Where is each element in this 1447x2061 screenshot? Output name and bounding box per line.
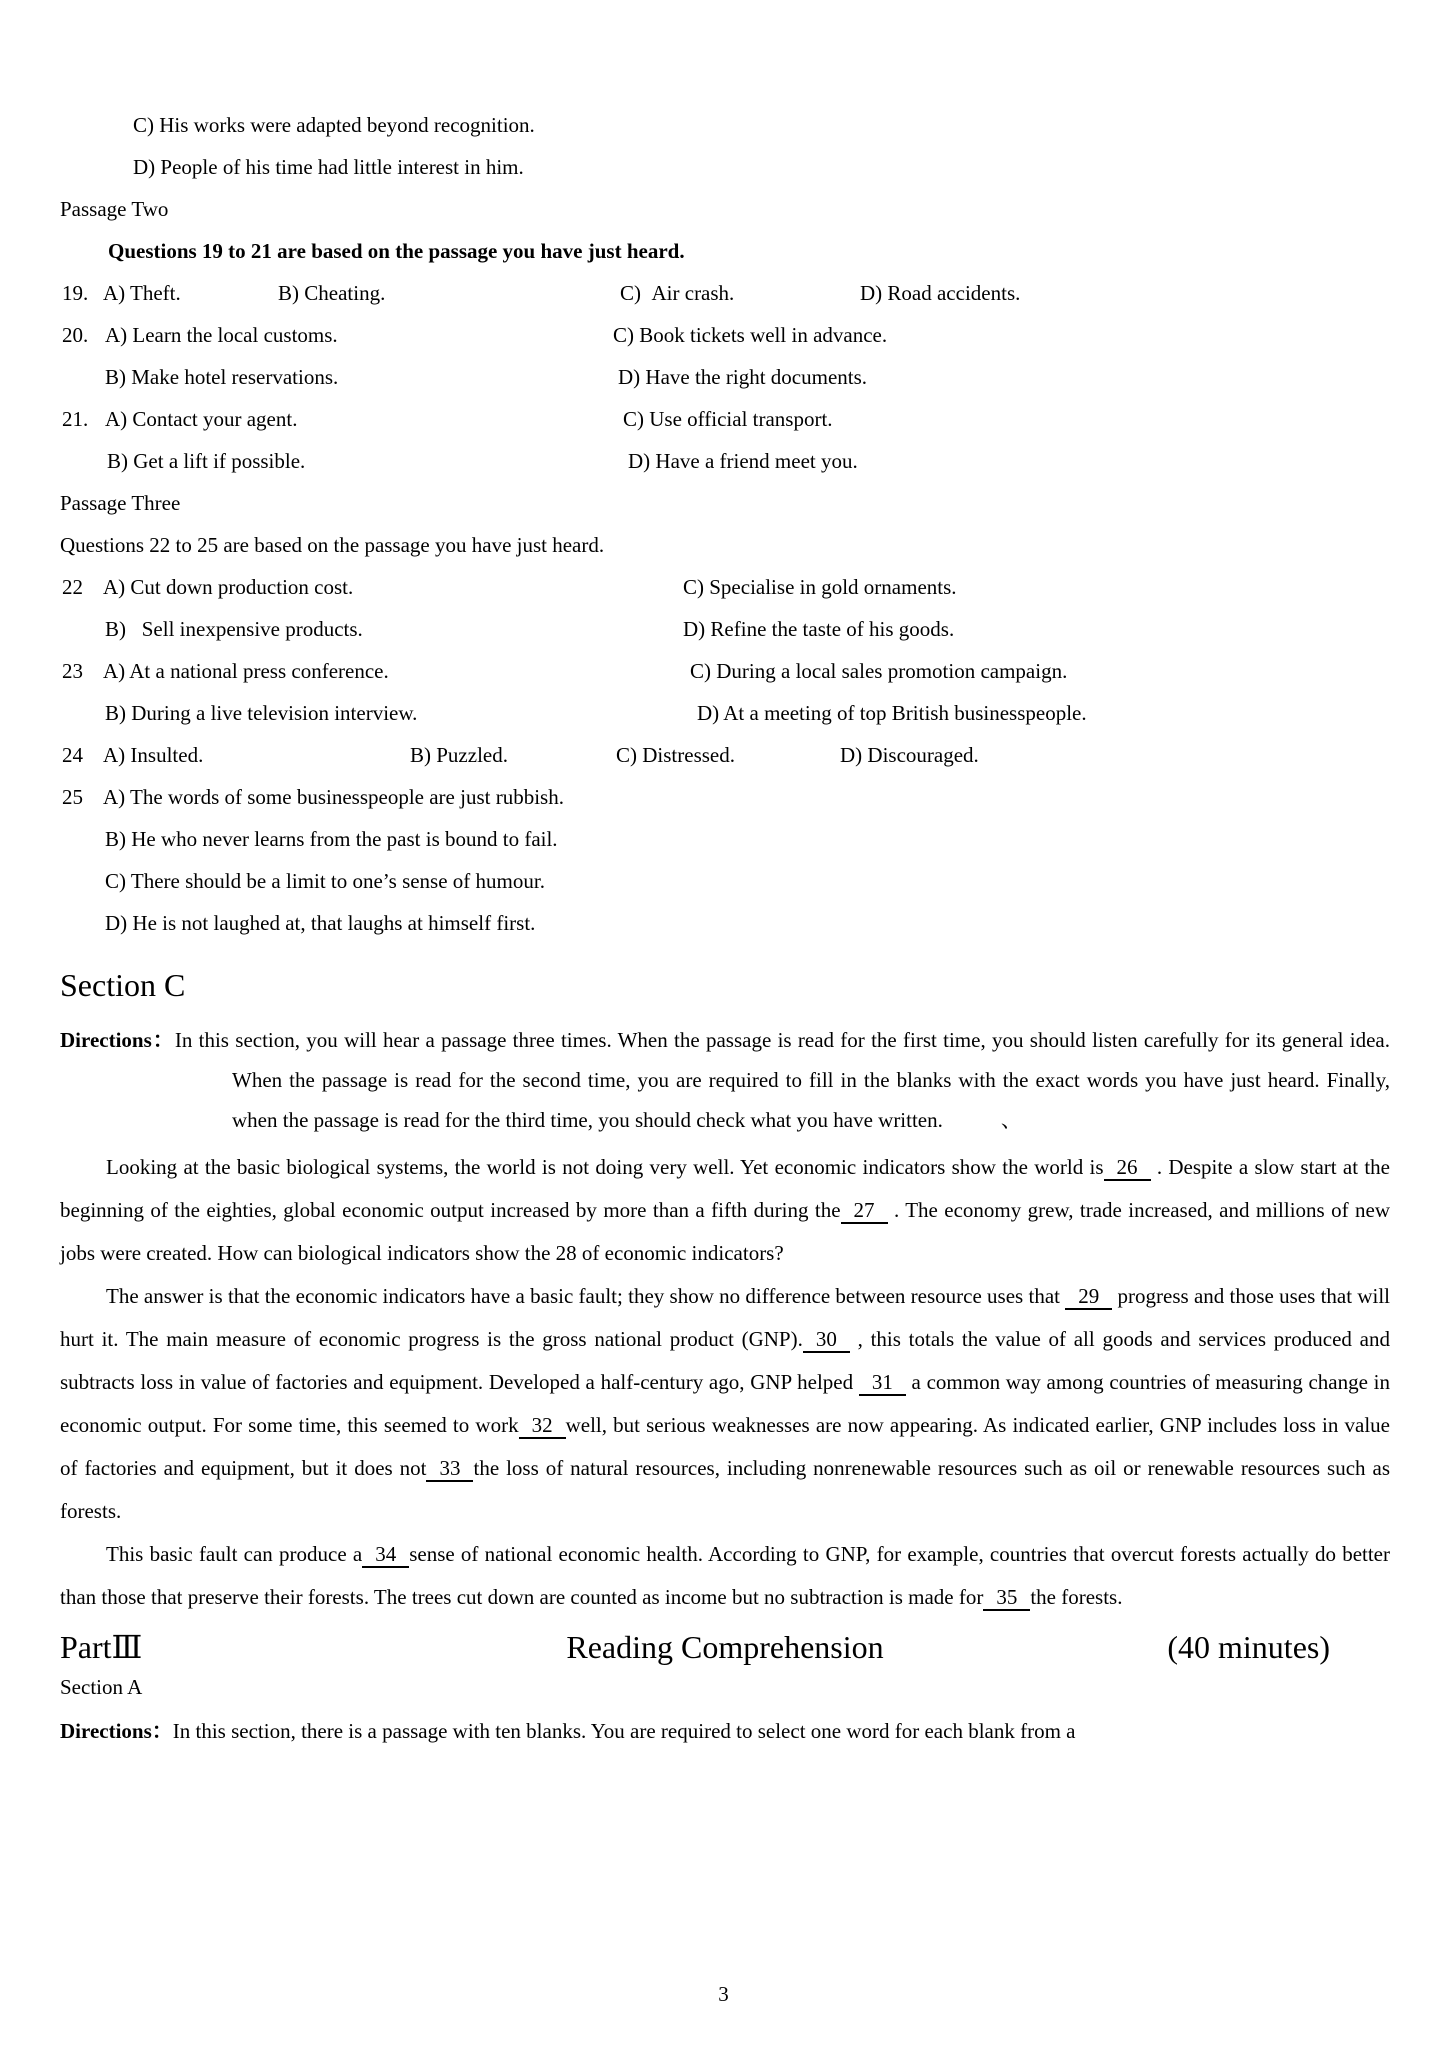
question-19-option-d: D) Road accidents. bbox=[860, 281, 1021, 305]
question-row-20-bd bbox=[60, 356, 1390, 398]
questions-19-21-intro: Questions 19 to 21 are based on the passage you have just heard. bbox=[108, 239, 685, 263]
question-25-option-d: D) He is not laughed at, that laughs at himself first. bbox=[105, 911, 536, 935]
passage-paragraph-2 bbox=[60, 1275, 1390, 1533]
passage-text: well, but serious weaknesses are now appearing. As indicated earlier, GNP includes loss in value of factories and equipment, but it does not bbox=[60, 1413, 1390, 1480]
section-a-directions-text: In this section, there is a passage with ten blanks. You are required to select one word for each blank from a bbox=[172, 1719, 1076, 1743]
passage-three bbox=[60, 482, 1390, 524]
passage-text: . Despite a slow start at the beginning of the eighties, global economic output increased by more than a fifth during the bbox=[60, 1155, 1391, 1222]
blank-30: 30 bbox=[803, 1327, 850, 1353]
question-21-number: 21. bbox=[62, 407, 89, 431]
question-21-option-a: A) Contact your agent. bbox=[105, 407, 298, 431]
question-22-option-a: A) Cut down production cost. bbox=[103, 575, 354, 599]
question-18-option-d: D) People of his time had little interest in him. bbox=[133, 155, 524, 179]
blank-29: 29 bbox=[1065, 1284, 1112, 1310]
section-c-directions bbox=[60, 1020, 1390, 1140]
question-23-option-c: C) During a local sales promotion campaign. bbox=[690, 659, 1068, 683]
question-21-option-b: B) Get a lift if possible. bbox=[107, 449, 306, 473]
question-21-option-d: D) Have a friend meet you. bbox=[628, 449, 858, 473]
question-23-option-b: B) During a live television interview. bbox=[105, 701, 418, 725]
question-18-options-d bbox=[60, 146, 1390, 188]
blank-31: 31 bbox=[859, 1370, 906, 1396]
question-row-23-ac bbox=[60, 650, 1390, 692]
directions-label: Directions bbox=[60, 1028, 152, 1052]
questions-22-25-intro: Questions 22 to 25 are based on the passage you have just heard. bbox=[60, 533, 605, 557]
passage-two-label: Passage Two bbox=[60, 197, 169, 221]
passage-text: This basic fault can produce a bbox=[106, 1542, 363, 1566]
passage-text: Looking at the basic biological systems, the world is not doing very well. Yet economic indicators show the world is bbox=[106, 1155, 1104, 1179]
blank-34: 34 bbox=[362, 1542, 409, 1568]
question-19-option-b: B) Cheating. bbox=[278, 281, 386, 305]
blank-33: 33 bbox=[426, 1456, 473, 1482]
question-row-22-bd bbox=[60, 608, 1390, 650]
part3-time: (40 minutes) bbox=[1167, 1629, 1330, 1665]
part3-heading-row bbox=[60, 1623, 1390, 1671]
question-20-option-d: D) Have the right documents. bbox=[618, 365, 868, 389]
question-22-option-b: B) Sell inexpensive products. bbox=[105, 617, 363, 641]
question-25-option-b: B) He who never learns from the past is bound to fail. bbox=[105, 827, 558, 851]
question-22-option-d: D) Refine the taste of his goods. bbox=[683, 617, 955, 641]
question-18-options-c bbox=[60, 104, 1390, 146]
blank-35: 35 bbox=[983, 1585, 1030, 1611]
question-24-number: 24 bbox=[62, 743, 83, 767]
question-row-22-ac bbox=[60, 566, 1390, 608]
blank-27: 27 bbox=[841, 1198, 888, 1224]
question-23-number: 23 bbox=[62, 659, 83, 683]
questions-19-21-intro-line bbox=[60, 230, 1390, 272]
question-row-19 bbox=[60, 272, 1390, 314]
question-19-number: 19. bbox=[62, 281, 89, 305]
question-row-25-a bbox=[60, 776, 1390, 818]
passage-two bbox=[60, 188, 1390, 230]
passage-text: sense of national economic health. According to GNP, for example, countries that overcut forests actually do better than those that preserve their forests. The trees cut down are counted as income but no subtraction is made for bbox=[60, 1542, 1390, 1609]
pause-mark: 、 bbox=[1000, 1108, 1022, 1132]
passage-text: progress and those uses that will hurt it. The main measure of economic progress is the gross national product (GNP). bbox=[60, 1284, 1391, 1351]
question-25-option-a: A) The words of some businesspeople are just rubbish. bbox=[103, 785, 564, 809]
question-20-number: 20. bbox=[62, 323, 89, 347]
section-c-passage bbox=[60, 1146, 1390, 1619]
section-c-directions-text: In this section, you will hear a passage three times. When the passage is read for the first time, you should listen carefully for its general idea. When the passage is read for the second time, you are required to fill in the blanks with the exact words you have just heard. Finally, when the passage is read for the third time, you should check what you have written. bbox=[174, 1028, 1391, 1132]
question-row-25-c bbox=[60, 860, 1390, 902]
blank-32: 32 bbox=[519, 1413, 566, 1439]
question-25-option-c: C) There should be a limit to one’s sense of humour. bbox=[105, 869, 545, 893]
question-21-option-c: C) Use official transport. bbox=[623, 407, 833, 431]
section-a-directions bbox=[60, 1711, 1390, 1751]
question-row-21-bd bbox=[60, 440, 1390, 482]
section-a-directions-label: Directions bbox=[60, 1719, 152, 1743]
passage-paragraph-1 bbox=[60, 1146, 1390, 1275]
question-22-option-c: C) Specialise in gold ornaments. bbox=[683, 575, 957, 599]
passage-text: the loss of natural resources, including nonrenewable resources such as oil or renewable resources such as forests. bbox=[60, 1456, 1390, 1523]
directions-colon: ： bbox=[151, 1028, 175, 1052]
passage-text: , this totals the value of all goods and services produced and subtracts loss in value of factories and equipment. Developed a half-century ago, GNP helped bbox=[60, 1327, 1390, 1394]
question-23-option-d: D) At a meeting of top British businesspeople. bbox=[697, 701, 1087, 725]
question-24-option-c: C) Distressed. bbox=[616, 743, 735, 767]
section-a-label: Section A bbox=[60, 1675, 143, 1699]
part3-label: PartⅢ bbox=[60, 1629, 143, 1665]
section-c-heading: Section C bbox=[60, 967, 186, 1003]
part3-title: Reading Comprehension bbox=[566, 1629, 884, 1665]
question-24-option-a: A) Insulted. bbox=[103, 743, 204, 767]
question-25-number: 25 bbox=[62, 785, 83, 809]
question-row-20-ac bbox=[60, 314, 1390, 356]
question-19-option-c: C) Air crash. bbox=[620, 281, 735, 305]
question-24-option-d: D) Discouraged. bbox=[840, 743, 979, 767]
question-20-option-a: A) Learn the local customs. bbox=[105, 323, 338, 347]
question-row-21-ac bbox=[60, 398, 1390, 440]
passage-text: the forests. bbox=[1030, 1585, 1123, 1609]
question-row-24 bbox=[60, 734, 1390, 776]
questions-22-25-intro-line bbox=[60, 524, 1390, 566]
passage-text: a common way among countries of measuring change in economic output. For some time, this seemed to work bbox=[60, 1370, 1390, 1437]
question-23-option-a: A) At a national press conference. bbox=[103, 659, 389, 683]
passage-text: . The economy grew, trade increased, and millions of new jobs were created. How can biological indicators show the 28 of economic indicators? bbox=[60, 1198, 1390, 1265]
question-18-option-c: C) His works were adapted beyond recognition. bbox=[133, 113, 535, 137]
question-24-option-b: B) Puzzled. bbox=[410, 743, 508, 767]
question-20-option-c: C) Book tickets well in advance. bbox=[613, 323, 888, 347]
passage-three-label: Passage Three bbox=[60, 491, 181, 515]
question-20-option-b: B) Make hotel reservations. bbox=[105, 365, 339, 389]
question-row-25-b bbox=[60, 818, 1390, 860]
question-19-option-a: A) Theft. bbox=[103, 281, 181, 305]
passage-paragraph-3 bbox=[60, 1533, 1390, 1619]
question-row-25-d bbox=[60, 902, 1390, 944]
passage-text: The answer is that the economic indicators have a basic fault; they show no difference between resource uses that bbox=[106, 1284, 1066, 1308]
blank-26: 26 bbox=[1104, 1155, 1151, 1181]
question-22-number: 22 bbox=[62, 575, 83, 599]
section-a-directions-colon: ： bbox=[151, 1719, 173, 1743]
question-row-23-bd bbox=[60, 692, 1390, 734]
page-number: 3 bbox=[718, 1982, 729, 2006]
